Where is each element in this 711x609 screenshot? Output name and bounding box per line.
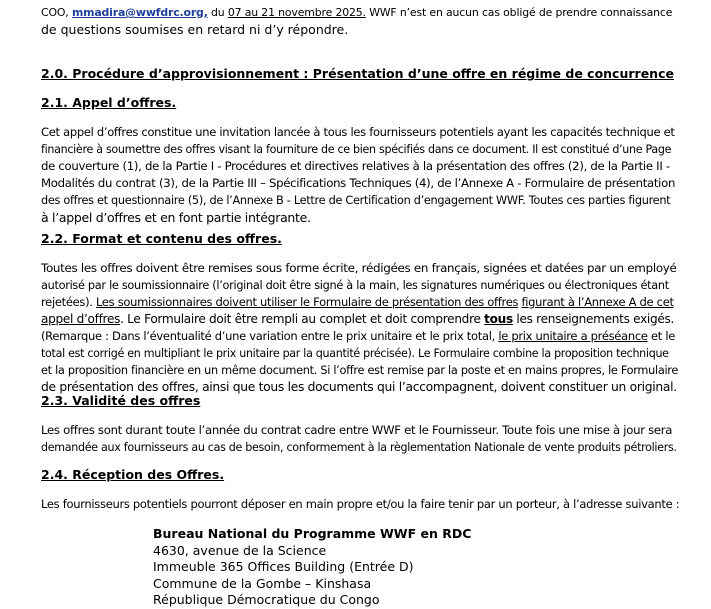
intro-line-1-rest: WWF n’est en aucun cas obligé de prendre connaissance — [369, 6, 673, 19]
paragraph-line: de présentation des offres, ainsi que tous les documents qui l’accompagnent, doivent constituer un original. — [41, 380, 677, 394]
paragraph-line: Les offres sont durant toute l’année du contrat cadre entre WWF et le Fournisseur. Toute fois une mise à jour sera — [41, 423, 673, 437]
section-2-3-heading: 2.3. Validité des offres — [41, 393, 201, 408]
deadline-dates: 07 au 21 novembre 2025. — [227, 6, 366, 19]
email-link[interactable]: mmadira@wwfdrc.org, — [71, 6, 208, 19]
intro-line-2: de questions soumises en retard ni d’y répondre. — [41, 22, 349, 37]
address-organization: Bureau National du Programme WWF en RDC — [153, 526, 472, 541]
coo-label: COO, — [41, 6, 69, 19]
all-emphasis: tous — [484, 312, 513, 326]
paragraph-line: demandée aux fournisseurs au cas de besoin, conformement à la règlementation Nationale de vente produits pétroliers. — [41, 441, 677, 454]
remark-tail: et le — [650, 329, 675, 343]
address-commune: Commune de la Gombe – Kinshasa — [153, 575, 372, 591]
intro-paragraph — [41, 4, 679, 38]
section-2-3-paragraph — [41, 422, 679, 456]
paragraph-line: Les fournisseurs potentiels pourront déposer en main propre et/ou la faire tenir par un porteur, à l’adresse suivante : — [41, 497, 680, 511]
paragraph-line: à l’appel d’offres et en font partie intégrante. — [41, 210, 311, 225]
paragraph-line: et la proposition financière en un même document. Si l’offre est remise par la poste et en mains propres, le Formulaire — [41, 364, 679, 377]
annex-a-reference: figurant à l’Annexe A de cet — [521, 295, 674, 309]
remark-text: (Remarque : Dans l’éventualité d’une variation entre le prix unitaire et le prix total, — [41, 329, 495, 343]
paragraph-line: Toutes les offres doivent être remises sous forme écrite, rédigées en français, signées et datées par un employé — [41, 261, 677, 275]
paragraph-line: Modalités du contrat (3), de la Partie III – Spécifications Techniques (4), de l’Annexe A - Formulaire de présentation — [41, 176, 676, 190]
section-2-1-heading: 2.1. Appel d’offres. — [41, 95, 177, 110]
paragraph-line — [41, 311, 679, 328]
delivery-address — [153, 526, 673, 609]
section-2-2-paragraph — [41, 260, 679, 396]
intro-line-1 — [41, 4, 679, 21]
unit-price-precedence: le prix unitaire a préséance — [498, 329, 648, 343]
address-building: Immeuble 365 Offices Building (Entrée D) — [153, 559, 414, 574]
paragraph-line: de couverture (1), de la Partie I - Procédures et directives relatives à la présentation des offres (2), de la Partie II - — [41, 159, 670, 173]
address-street: 4630, avenue de la Science — [153, 542, 327, 558]
section-2-4-heading: 2.4. Réception des Offres. — [41, 467, 225, 482]
paragraph-line: financière à soumettre des offres visant la fourniture de ce bien spécifiés dans ce document. Il est constitué d’une Page — [41, 143, 672, 156]
rejected-text: rejetées). — [41, 295, 93, 309]
paragraph-line: Cet appel d’offres constitue une invitation lancée à tous les fournisseurs potentiels ayant les capacités technique et — [41, 125, 675, 139]
section-2-0-heading: 2.0. Procédure d’approvisionnement : Présentation d’une offre en régime de concurrence — [41, 66, 674, 81]
paragraph-line: total est corrigé en multipliant le prix unitaire par la quantité précisée). Le Formulaire combine la proposition technique — [41, 347, 669, 360]
form-completion-text: . Le Formulaire doit être rempli au complet et doit comprendre — [120, 312, 481, 326]
address-country: République Démocratique du Congo — [153, 592, 380, 607]
paragraph-line — [41, 294, 679, 311]
du-text: du — [211, 6, 225, 19]
section-2-4-intro — [41, 496, 679, 513]
required-info-text: les renseignements exigés. — [516, 312, 675, 326]
paragraph-line — [41, 328, 679, 345]
paragraph-line: autorisé par le soumissionnaire (l’original doit être signé à la main, les signatures numériques ou électroniques étant — [41, 279, 669, 292]
form-requirement-underlined: Les soumissionnaires doivent utiliser le Formulaire de présentation des offres — [95, 295, 519, 309]
tender-reference: appel d’offres — [41, 312, 121, 326]
section-2-1-paragraph — [41, 124, 679, 226]
paragraph-line: des offres et questionnaire (5), de l’Annexe B - Lettre de Certification d’engagement WWF. Toutes ces parties figurent — [41, 194, 671, 207]
section-2-2-heading: 2.2. Format et contenu des offres. — [41, 231, 282, 246]
